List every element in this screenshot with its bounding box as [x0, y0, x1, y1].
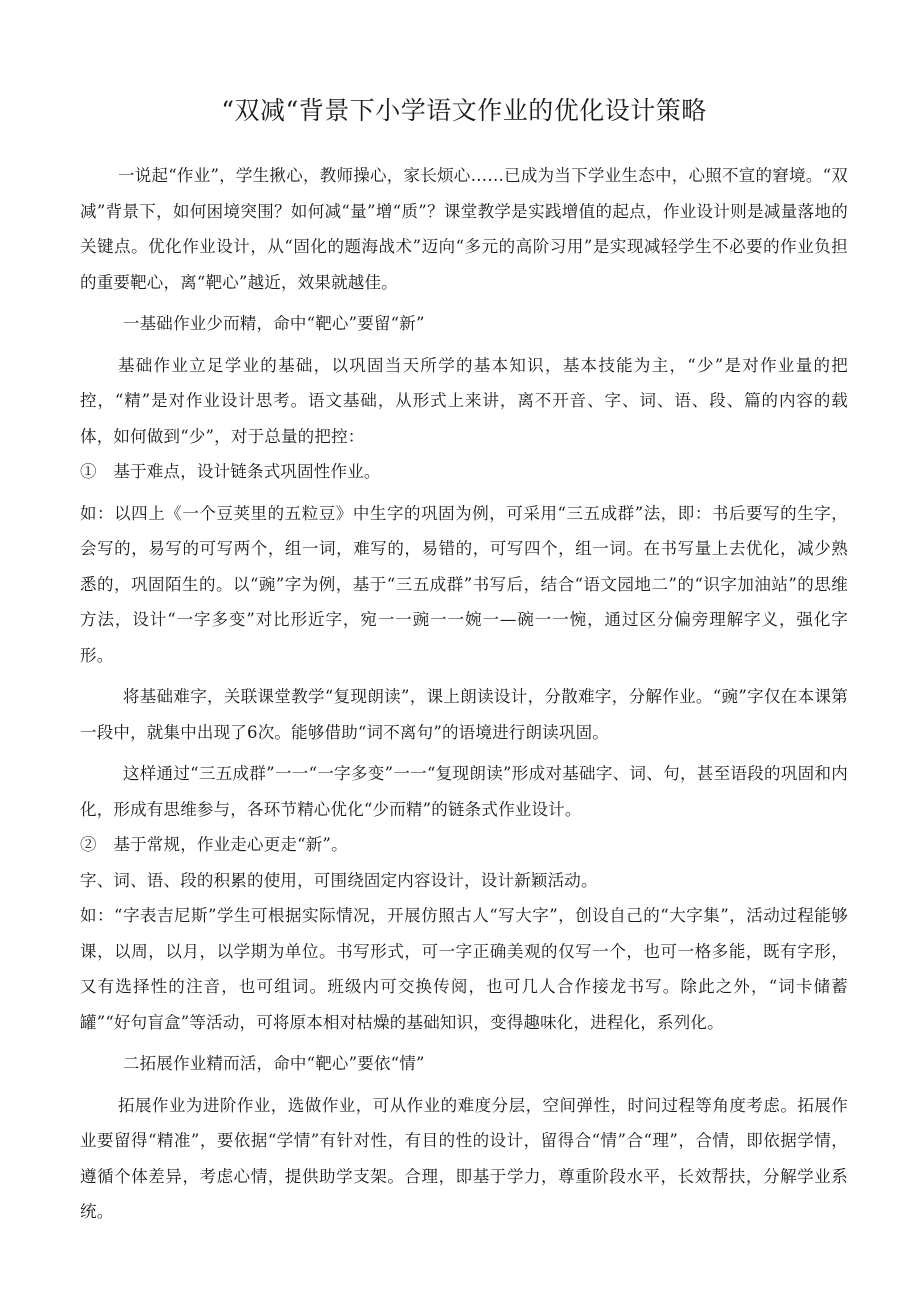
paragraph-reading: 将基础难字，关联课堂教学“复现朗读”，课上朗读设计，分散难字，分解作业。“豌”字仅在本课第一段中，就集中出现了6次。能够借助“词不离句”的语境进行朗读巩固。 [80, 687, 848, 742]
intro-paragraph: 一说起“作业”，学生揪心，教师操心，家长烦心……已成为当下学业生态中，心照不宣的窘境。“双减”背景下，如何困境突围？如何减“量”增“质”？课堂教学是实践增值的起点，作业设计则是减量落地的关键点。优化作业设计，从“固化的题海战术”迈向“多元的高阶习用”是实现减轻学生不必要的作业负担的重要靶心，离“靶心”越近，效果就越佳。 [80, 166, 848, 292]
paragraph-extension: 拓展作业为进阶作业，选做作业，可从作业的难度分层，空间弹性，时问过程等角度考虑。拓展作业要留得“精准”，要依据“学情”有针对性，有目的性的设计，留得合“情”合“理”，合情，即依据学情，遵循个体差异，考虑心情，提供助学支架。合理，即基于学力，尊重阶段水平，长效帮扶，分解学业系统。 [80, 1095, 848, 1221]
section-heading-2: 二拓展作业精而活，命中“靶心”要依“情” [122, 1054, 425, 1073]
paragraph-accumulation: 字、词、语、段的积累的使用，可围绕固定内容设计，设计新颖活动。 [80, 870, 598, 890]
document-title: “双减“背景下小学语文作业的优化设计策略 [221, 96, 707, 125]
section-heading-1: 一基础作业少而精，命中“靶心”要留“新” [122, 314, 425, 333]
paragraph-example-2: 如：“字表吉尼斯”学生可根据实际情况，开展仿照古人“写大字”，创设自己的“大字集”，活动过程能够课，以周，以月，以学期为单位。书写形式，可一字正确美观的仅写一个，也可一格多能，既有字形，又有选择性的注音，也可组词。班级内可交换传阅，也可几人合作接龙书写。除此之外，“词卡储蓄罐”“好句盲盒”等活动，可将原本相对枯燥的基础知识，变得趣味化，进程化，系列化。 [80, 906, 848, 1032]
list-item-1: ① 基于难点，设计链条式巩固性作业。 [80, 462, 381, 481]
paragraph-basic-homework: 基础作业立足学业的基础，以巩固当天所学的基本知识，基本技能为主，“少”是对作业量的把控，“精”是对作业设计思考。语文基础，从形式上来讲，离不开音、字、词、语、段、篇的内容的载体，如何做到“少”，对于总量的把控： [80, 355, 848, 446]
paragraph-example-1: 如：以四上《一个豆荚里的五粒豆》中生字的巩固为例，可采用“三五成群”法，即：书后要写的生字，会写的，易写的可写两个，组一词，难写的，易错的，可写四个，组一词。在书写量上去优化，减少熟悉的，巩固陌生的。以“豌”字为例，基于“三五成群”书写后，结合“语文园地二”的“识字加油站”的思维方法，设计“一字多变”对比形近字，宛一一豌一一婉一—碗一一惋，通过区分偏旁理解字义，强化字形。 [80, 503, 848, 665]
paragraph-chain: 这样通过“三五成群”一一“一字多变”一一“复现朗读”形成对基础字、词、句，甚至语段的巩固和内化，形成有思维参与，各环节精心优化“少而精”的链条式作业设计。 [80, 764, 848, 819]
list-item-2: ② 基于常规，作业走心更走“新”。 [80, 835, 348, 854]
